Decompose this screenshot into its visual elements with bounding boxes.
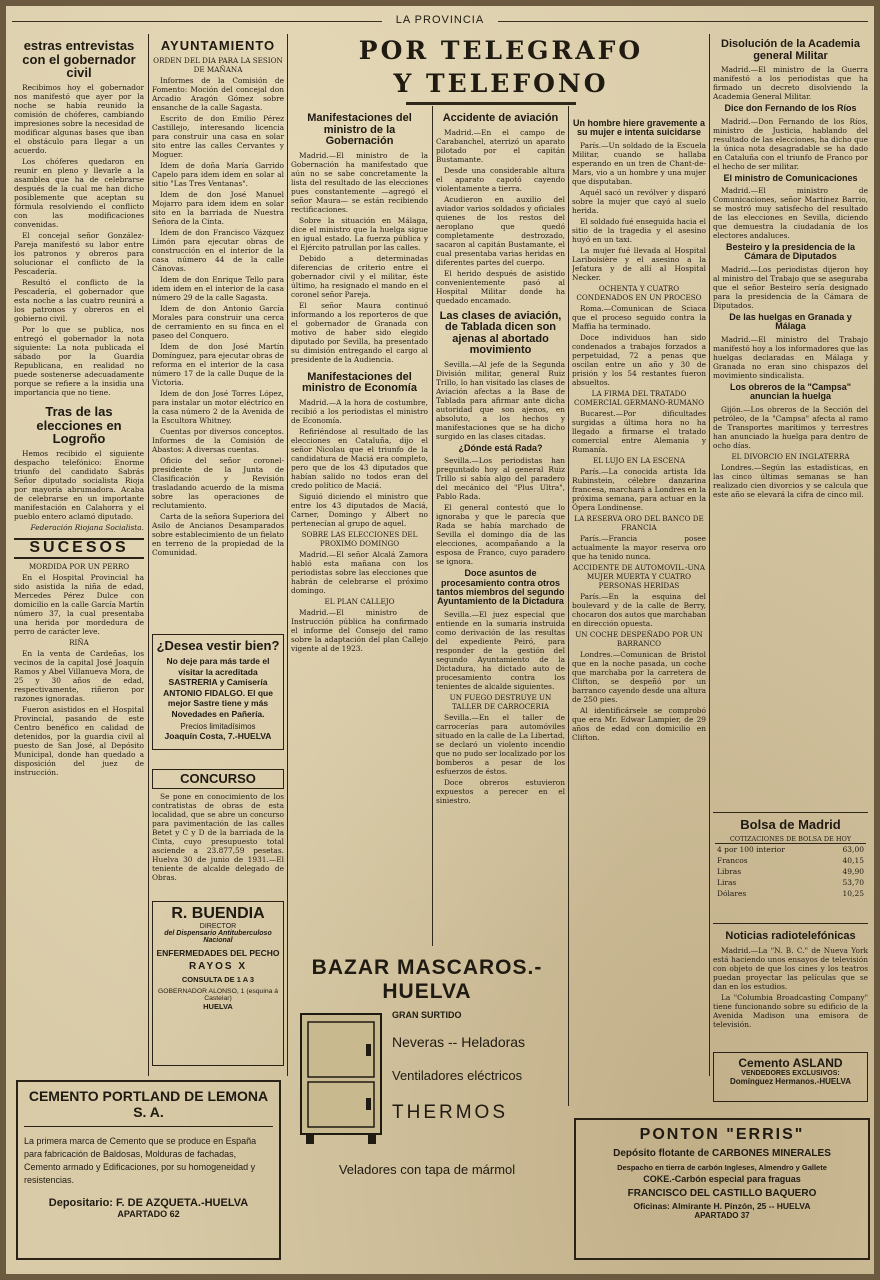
- bolsa-row: [715, 855, 866, 866]
- ad-line-3: THERMOS: [392, 1102, 508, 1123]
- bolsa-row: [715, 877, 866, 888]
- headline: Tras de las elecciones en Logroño: [36, 403, 122, 447]
- headline: Manifestaciones del ministro de Economía: [302, 370, 417, 395]
- paragraph: Doce individuos han sido condenados a trabajos forzados a perpetuidad, 72 a penas que oscilan entre un año y 30 de prisión y los 54 restantes fueron absueltos.: [572, 332, 706, 387]
- bolsa-table: [715, 844, 866, 899]
- headline: Besteiro y la presidencia de la Cámara de Diputados: [725, 241, 856, 262]
- paragraph: Roma.—Comunican de Sciaca que el proceso seguido contra la Maffia ha terminado.: [572, 303, 706, 331]
- subheading: SOBRE LAS ELECCIONES DEL PROXIMO DOMINGO: [301, 529, 418, 548]
- ad-line-2: Ventiladores eléctricos: [392, 1068, 523, 1083]
- paragraph: Recibimos hoy el gobernador nos manifestó que ayer por la noche se había reunido la comisión de chóferes, cambiando impresiones sobre la necesidad de modificar algunas bases que iban el obstáculo para llegar a un acuerdo.: [14, 82, 144, 155]
- paragraph: Cuentas por diversos conceptos. Informes de la Comisión de Abastos: A diversas cuentas.: [152, 426, 284, 454]
- ad-consulta: CONSULTA DE 1 A 3: [181, 975, 255, 984]
- column-rule: [287, 34, 288, 1076]
- column-5: [572, 116, 706, 1106]
- paragraph: Aquél sacó un revólver y disparó sobre la mujer que cayó al suelo herida.: [572, 187, 706, 215]
- paragraph: Idem de don José Manuel Mojarro para idem idem en solar sito en la barriada de Nuestra Señora de la Cinta.: [152, 189, 284, 226]
- paragraph: Idem de don José Torres López, para instalar un motor eléctrico en la casa número 2 de la Avenida de la Escultora Whitney.: [152, 388, 284, 425]
- ad-title: CEMENTO PORTLAND DE LEMONA S. A.: [24, 1088, 273, 1127]
- column-6: [713, 36, 868, 811]
- refrigerator-icon: [296, 1008, 386, 1148]
- bolsa-header: COTIZACIONES DE BOLSA DE HOY: [715, 835, 866, 844]
- paragraph: Siguió diciendo el ministro que entre los 43 diputados de Maciá, Carner, Domingo y Albert no pertenecían al grupo de aquel.: [291, 491, 428, 528]
- ad-line-1: Despacho en tierra de carbón Ingleses, Almendro y Gallete: [617, 1163, 827, 1172]
- paragraph: Sevilla.—El juez especial que entiende en la sumaria instruida como derivación de las resultas del expediente Peiró, para responder de la gestión del segundo Ayuntamiento de la Dictadura, ha dictado auto de procesamiento contra los tenientes de alcalde siguientes.: [436, 609, 565, 691]
- paragraph: Debido a determinadas diferencias de criterio entre el gobernador civil y el militar, éste último, ha resignado el mando en el coronel señor Pareja.: [291, 253, 428, 299]
- paragraph: Madrid.—Don Fernando de los Ríos, ministro de Justicia, hablando del resultado de las elecciones, ha dicho que la única nota desagradable se ha dado en Cataluña con el triunfo de Franco por el hecho de ser militar.: [713, 116, 868, 171]
- paragraph: Sevilla.—Los periodistas han preguntado hoy al general Ruiz Trillo si sabía algo del paradero del mecánico del "Plus Ultra", Pablo Rada.: [436, 456, 565, 502]
- bolsa-label: Libras: [717, 866, 742, 876]
- paragraph: Sobre la situación en Málaga, dice el ministro que la huelga sigue en igual estado. La fuerza pública y el Ejército patrullan por las calles.: [291, 215, 428, 252]
- paragraph: Doce obreros estuvieron expuestos a perecer en el siniestro.: [436, 777, 565, 805]
- subheading: RIÑA: [69, 637, 89, 647]
- column-rule: [568, 106, 569, 1106]
- subheading: ACCIDENTE DE AUTOMOVIL.-UNA MUJER MUERTA Y CUATRO PERSONAS HERIDAS: [572, 562, 706, 590]
- paragraph: Madrid.—La "N. B. C." de Nueva York está haciendo unos ensayos de televisión con objeto de que los cines y los teatros puedan proyectar las películas que se dan en los estudios.: [713, 945, 868, 991]
- ad-line: ENFERMEDADES DEL PECHO: [156, 948, 280, 958]
- ad-role: DIRECTOR: [199, 923, 237, 930]
- ad-lemona: [16, 1080, 281, 1260]
- headline: Doce asuntos de procesamiento contra otros tantos miembros del segundo Ayuntamiento de la Dictadura: [436, 568, 565, 607]
- subheading: MORDIDA POR UN PERRO: [28, 561, 130, 571]
- paragraph: Oficio del señor coronel-presidente de la Junta de Clasificación y Revisión trasladando acuerdo de la misma sobre las operaciones de reclutamiento.: [152, 455, 284, 510]
- main-title: [291, 36, 711, 98]
- paragraph: París.—En la esquina del boulevard y de la calle de Berry, chocaron dos autos que marchaban en dirección opuesta.: [572, 591, 706, 628]
- ad-name: Cemento ASLAND: [738, 1056, 843, 1070]
- paragraph: Madrid.—El señor Alcalá Zamora habló esta mañana con los periodistas sobre las elecciones que habrán de celebrarse el próximo domingo.: [291, 549, 428, 595]
- ad-title: PONTON "ERRIS": [639, 1126, 805, 1143]
- paragraph: París.—Un soldado de la Escuela Militar, cuando se hallaba esperando en un tren de Chant-de-Mars, vio a un hombre y una mujer que disputaban.: [572, 140, 706, 186]
- ad-rayos: RAYOS X: [188, 961, 248, 972]
- headline: Dice don Fernando de los Ríos: [724, 103, 857, 114]
- paragraph: Sevilla.—Al jefe de la Segunda División militar, general Ruiz Trillo, lo han visitado las clases de Aviación afectas a la Base de Tablada para afirmar ante dicha autoridad que son ajenos, en absoluto, a los hechos y manifestaciones que se ha dicho surgido en las clases citadas.: [436, 359, 565, 441]
- paragraph: El soldado fué enseguida hacia el sitio de la tragedia y el asesino huyó en un taxi.: [572, 216, 706, 244]
- headline: ¿Dónde está Rada?: [458, 442, 543, 453]
- masthead: LA PROVINCIA: [6, 14, 874, 26]
- paragraph: Informes de la Comisión de Fomento: Moción del concejal don Arcadio Aragón Gómez sobre ensanche de la calle Sagasta.: [152, 75, 284, 112]
- headline: Accidente de aviación: [442, 112, 559, 124]
- headline: Los obreros de la "Campsa" anuncian la huelga: [729, 381, 852, 402]
- ad-apartado: APARTADO 62: [117, 1209, 180, 1219]
- paragraph: Idem de don José Martín Domínguez, para ejecutar obras de reforma en el interior de la casa número 17 de la calle Duque de la Victoria.: [152, 341, 284, 387]
- bolsa-value: 40,15: [842, 855, 864, 865]
- paragraph: Carta de la señora Superiora del Asilo de Ancianos Desamparados sobre establecimiento de un fielato en terreno de la propiedad de la Comunidad.: [152, 511, 284, 557]
- paragraph: Madrid.—El ministro de Instrucción pública ha confirmado el informe del Consejo del ramo sobre la adaptación del plan Callejo vigente al de 1923.: [291, 607, 428, 653]
- radio-news: [713, 928, 868, 1046]
- headline: Manifestaciones del ministro de la Gobernación: [307, 112, 412, 148]
- bolsa-label: Francos: [717, 855, 748, 865]
- paragraph: La mujer fué llevada al Hospital Lariboisière y el asesino a la Jefatura y de allí al Hospital Necker.: [572, 245, 706, 282]
- paragraph: Al identificársele se comprobó que era Mr. Edwar Lampier, de 29 años de edad con domicilio en Clifton.: [572, 705, 706, 742]
- ad-address: Joaquín Costa, 7.-HUELVA: [164, 731, 272, 741]
- paragraph: Resultó el conflicto de la Pescadería, el gobernador que esta noche a las cuatro reunirá a los patronos y obreros en el gobierno civil.: [14, 277, 144, 323]
- ad-who: Domínguez Hermanos.-HUELVA: [729, 1077, 852, 1086]
- ad-line-2: COKE.-Carbón especial para fraguas: [643, 1174, 801, 1184]
- paragraph: Gijón.—Los obreros de la Sección del petróleo, de la "Campsa" afecta al ramo de Transportes marítimos y terrestres han anunciado la huelga para dentro de ocho días.: [713, 404, 868, 450]
- column-rule: [432, 106, 433, 946]
- subheading: UN COCHE DESPEÑADO POR UN BARRANCO: [575, 629, 703, 648]
- paragraph: En el Hospital Provincial ha sido asistida la niña de edad, Mercedes Pérez Dulce con domicilio en la calle García Martín número 37, la cual presentaba una herida por mordedura de perro de carácter leve.: [14, 572, 144, 636]
- paragraph: Los chóferes quedaron en reunir en pleno y llevarle a la asamblea que ha de celebrarse después de la cual me han dicho posiblemente que aceptan su fórmula resolviendo el conflicto con las modificaciones convenidas.: [14, 156, 144, 229]
- ad-line-5: APARTADO 37: [694, 1211, 750, 1220]
- ad-prices: Precios limitadísimos: [180, 722, 256, 731]
- bolsa-value: 10,25: [842, 888, 864, 898]
- paragraph: Londres.—Según las estadísticas, en las cinco últimas semanas se han realizado cien divorcios y se calcula que este año se elevará la cifra de cinco mil.: [713, 462, 868, 499]
- signature: Federación Riojana Socialista.: [30, 522, 144, 532]
- ad-line-1: Neveras -- Heladoras: [392, 1034, 526, 1050]
- column-rule: [148, 34, 149, 1076]
- bolsa-row: [715, 866, 866, 877]
- subheading: EL DIVORCIO EN INGLATERRA: [731, 451, 850, 461]
- subheading: EL PLAN CALLEJO: [324, 596, 395, 606]
- subheading: EL LUJO EN LA ESCENA: [592, 455, 686, 465]
- paragraph: Madrid.—A la hora de costumbre, recibió a los periodistas el ministro de Economía.: [291, 397, 428, 425]
- paragraph: Desde una considerable altura el aparato capotó cayendo violentamente a tierra.: [436, 165, 565, 193]
- paragraph: Acudieron en auxilio del aviador varios soldados y oficiales quienes de los restos del aeroplano que quedó completamente destrozado, sacaron al capitán Bustamante, el cual presentaba varias heridas en diferentes partes del cuerpo.: [436, 194, 565, 267]
- paragraph: El general contestó que lo ignoraba y que le parecía que Rada se había marchado de Sevilla el domingo día de las elecciones, acompañando a la esposa de Franco, cuyo paradero se ignora.: [436, 503, 565, 567]
- bolsa-box: [713, 812, 868, 924]
- paragraph: Idem de don Enrique Tello para idem idem en el interior de la casa número 29 de la calle Sagasta.: [152, 274, 284, 302]
- ad-city: HUELVA: [203, 1002, 233, 1011]
- bolsa-row: [715, 844, 866, 855]
- paragraph: Londres.—Comunican de Bristol que en la noche pasada, un coche que marchaba por la carretera de Clifton, se despeñó por un barranco cayendo desde una altura de 250 pies.: [572, 649, 706, 704]
- paragraph: Madrid.—El ministro del Trabajo manifestó hoy a los informadores que las huelgas declaradas en Málaga y Granada no eran sino chispazos del movimiento sindicalista.: [713, 334, 868, 380]
- paragraph: Hemos recibido el siguiente despacho telefónico: Enorme triunfo del candidato Sabrás Señor diputado socialista Rioja por mayoría abrumadora. Acaba de celebrarse en un importante manifestación en Calahorra y el pueblo entero aclamó diputado.: [14, 448, 144, 521]
- paragraph: El concejal señor González-Pareja manifestó su labor entre los patronos y obreros para solucionar el conflicto de la Pescadería.: [14, 230, 144, 276]
- newspaper-page: [6, 6, 874, 1274]
- column-3: [291, 110, 428, 948]
- bolsa-row: [715, 888, 866, 899]
- main-title-line1: POR TELEGRAFO: [358, 36, 644, 65]
- headline: AYUNTAMIENTO: [160, 38, 276, 53]
- headline: Noticias radiotelefónicas: [725, 930, 856, 942]
- ad-name: R. BUENDIA: [171, 905, 265, 922]
- bolsa-value: 53,70: [842, 877, 864, 887]
- paragraph: En la venta de Cardeñas, los vecinos de la capital José Joaquín Ramos y Abel Villanueva Mora, de 25 y 30 años de edad, respectivamente, riñeron por razones ignoradas.: [14, 648, 144, 703]
- headline: Disolución de la Academia general Militar: [721, 38, 860, 62]
- headline: De las huelgas en Granada y Málaga: [729, 311, 852, 332]
- bolsa-label: Liras: [717, 877, 737, 887]
- paragraph: Bucarest.—Por dificultades surgidas a última hora no ha llegado a firmarse el tratado comercial entre Alemania y Rumanía.: [572, 408, 706, 454]
- main-title-line2: Y TELEFONO: [393, 69, 609, 98]
- paragraph: Madrid.—En el campo de Carabanchel, aterrizó un aparato pilotado por el capitán Bustamante.: [436, 127, 565, 164]
- concurso-title: CONCURSO: [152, 769, 284, 789]
- paragraph: Madrid.—El ministro de Comunicaciones, señor Martínez Barrio, se mostró muy satisfecho del resultado de las elecciones en Sevilla, diciendo que demuestra la ciudadanía de los electores andaluces.: [713, 185, 868, 240]
- column-4: [436, 110, 565, 948]
- bolsa-value: 63,00: [842, 844, 864, 854]
- paragraph: Refiriéndose al resultado de las elecciones en Cataluña, dijo el señor Nicolau que el triunfo de la candidatura de Maciá era completo, pero que de los 43 diputados que habían salido no todos eran del credo político de Maciá.: [291, 426, 428, 490]
- ad-sub: del Dispensario Antituberculoso Nacional: [164, 930, 272, 944]
- ad-asland: [713, 1052, 868, 1102]
- subheading: UN FUEGO DESTRUYE UN TALLER DE CARROCERIA: [449, 692, 552, 711]
- headline: estras entrevistas con el gobernador civil: [22, 38, 136, 81]
- bolsa-title: Bolsa de Madrid: [740, 817, 841, 832]
- ad-sastreria: [152, 634, 284, 750]
- ad-body: No deje para más tarde el visitar la acreditada SASTRERIA y Camisería ANTONIO FIDALGO. El que mejor Sastre tiene y más Novedades en Pañería.: [163, 656, 273, 719]
- paragraph: Escrito de don Emilio Pérez Castillejo, interesando licencia para construir una casa en solar sito entre las calles Cervantes y Moguer.: [152, 113, 284, 159]
- ad-title: BAZAR MASCAROS.-HUELVA: [311, 956, 543, 1003]
- bolsa-label: 4 por 100 interior: [717, 844, 785, 854]
- ad-line-4: Veladores con tapa de mármol: [338, 1162, 516, 1177]
- paragraph: El señor Maura continuó informando a los reporteros de que el gobernador de Granada con motivo de haber sido elegido diputado por Sevilla, ha presentado su dimisión entregando el cargo al presidente de la Audiencia.: [291, 300, 428, 364]
- subheading: LA RESERVA ORO DEL BANCO DE FRANCIA: [574, 513, 704, 532]
- ad-line-4: Oficinas: Almirante H. Pinzón, 25 -- HUELVA: [633, 1201, 811, 1211]
- ad-line-3: FRANCISCO DEL CASTILLO BAQUERO: [627, 1188, 817, 1199]
- ad-ponton: [574, 1118, 870, 1260]
- paragraph: Madrid.—El ministro de la Guerra manifestó a los periodistas que ha firmado un decreto disolviendo la Academia General Militar.: [713, 65, 868, 102]
- subheading: OCHENTA Y CUATRO CONDENADOS EN UN PROCESO: [576, 283, 702, 302]
- paragraph: Por lo que se publica, nos entregó el gobernador la nota siguiente: La nota publicada el sábado por la Guardia Republicana, en realidad no puede sostenerse adecuadamente porque se refiere a la insidia una importancia que no tiene.: [14, 324, 144, 397]
- paragraph: París.—Francia posee actualmente la mayor reserva oro que ha tenido nunca.: [572, 533, 706, 561]
- paragraph: Sevilla.—En el taller de carrocerías para automóviles situado en la calle de La Libertad, se declaró un violento incendio que no pudo ser localizado por los bomberos a pesar de los esfuerzos de éstos.: [436, 712, 565, 776]
- paragraph: El herido después de asistido convenientemente pasó al Hospital Militar donde ha quedado encamado.: [436, 268, 565, 305]
- paragraph: Idem de don Antonio García Morales para construir una cerca de cerramiento en su finca en el paseo del Conquero.: [152, 303, 284, 340]
- ad-sub: Depósito flotante de CARBONES MINERALES: [613, 1148, 831, 1159]
- ad-surtido: GRAN SURTIDO: [392, 1010, 462, 1020]
- column-1: [14, 36, 144, 1076]
- column-rule: [709, 34, 710, 1076]
- ad-buendia: [152, 901, 284, 1066]
- ad-address: GOBERNADOR ALONSO, 1 (esquina á Castelar): [157, 988, 279, 1002]
- subheading: ORDEN DEL DIA PARA LA SESION DE MAÑANA: [153, 55, 283, 74]
- ad-title: ¿Desea vestir bien?: [156, 638, 280, 653]
- paragraph: Idem de doña María Garrido Capelo para idem idem en solar al sitio "Las Tres Ventanas".: [152, 160, 284, 188]
- paragraph: París.—La conocida artista Ida Rubinstein, célebre danzarina francesa, marchará a Londres en la próxima semana, para actuar en la Ópera Londinense.: [572, 466, 706, 512]
- paragraph: Fueron asistidos en el Hospital Provincial, pasando de este Centro benéfico en calidad de detenidos, por la guardia civil al puesto de San José, al Depósito Municipal, donde han quedado a disposición del juez de instrucción.: [14, 704, 144, 777]
- paragraph: Madrid.—El ministro de la Gobernación ha manifestado que aún no se sabe concretamente la lista del resultado de las elecciones pues constantemente —agregó el señor Maura— se están recibiendo rectificaciones.: [291, 150, 428, 214]
- headline: Un hombre hiere gravemente a su mujer e intenta suicidarse: [572, 118, 706, 138]
- bolsa-value: 49,90: [842, 866, 864, 876]
- ad-bazar: [288, 948, 566, 1260]
- ad-depositario: Depositario: F. DE AZQUETA.-HUELVA: [48, 1197, 249, 1209]
- subheading: LA FIRMA DEL TRATADO COMERCIAL GERMANO-RUMANO: [573, 388, 705, 407]
- paragraph: Se pone en conocimiento de los contratistas de obras de esta localidad, que se abre un concurso para pavimentación de las calles Betet y C y D de la barriada de la Cinta, cuyo presupuesto total asciende a 23.877,59 pesetas. Huelva 30 de junio de 1931.—El teniente de alcalde delegado de Obras.: [152, 791, 284, 882]
- ad-body: La primera marca de Cemento que se produce en España para fabricación de Baldosas, Molduras de fachadas, Cemento armado y Edificaciones, por su homogeneidad y resistencias.: [24, 1136, 257, 1185]
- headline: Las clases de aviación, de Tablada dicen son ajenas al abortado movimiento: [439, 309, 562, 357]
- ad-sub: VENDEDORES EXCLUSIVOS:: [741, 1070, 840, 1077]
- title-rule: [406, 102, 576, 105]
- section-title: SUCESOS: [14, 538, 144, 559]
- paragraph: Madrid.—Los periodistas dijeron hoy al ministro del Trabajo que se aseguraba que el señor Besteiro sería designado para la presidencia de la Cámara de Diputados.: [713, 264, 868, 310]
- concurso-notice: [152, 766, 284, 894]
- paragraph: La "Columbia Broadcasting Company" tiene funcionando sobre su edificio de la Avenida Madison una emisora de televisión.: [713, 992, 868, 1029]
- headline: El ministro de Comunicaciones: [723, 172, 858, 183]
- paragraph: Idem de don Francisco Vázquez Limón para ejecutar obras de construcción en el interior de la casa número 44 de la calle Cánovas.: [152, 227, 284, 273]
- bolsa-label: Dólares: [717, 888, 747, 898]
